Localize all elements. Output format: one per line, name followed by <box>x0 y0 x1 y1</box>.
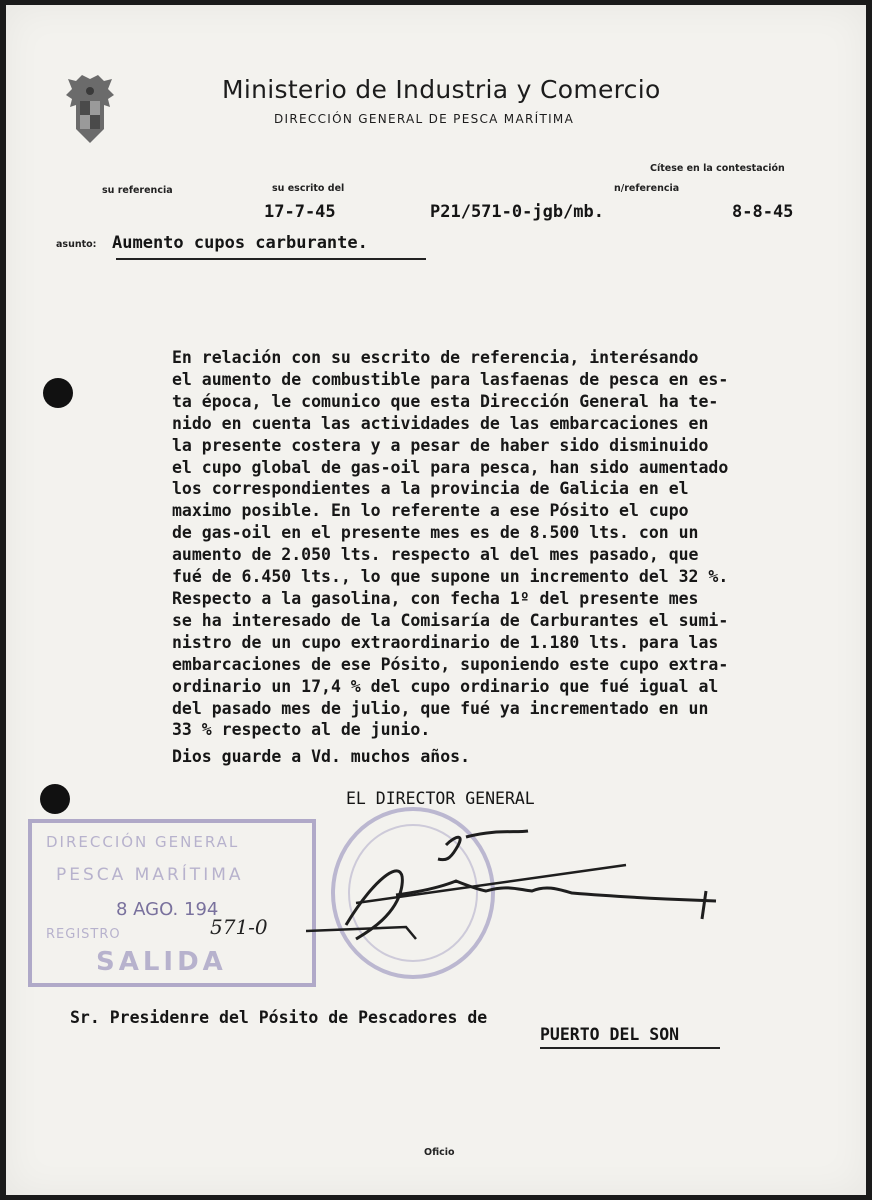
signatory-title: EL DIRECTOR GENERAL <box>346 789 535 808</box>
registry-stamp <box>28 819 316 987</box>
body-line: el cupo global de gas-oil para pesca, han sido aumentado <box>172 457 729 477</box>
punch-hole <box>43 378 73 408</box>
body-line: se ha interesado de la Comisaría de Carburantes el sumi- <box>172 610 729 630</box>
n-referencia-value: P21/571-0-jgb/mb. <box>430 202 604 222</box>
body-line: nido en cuenta las actividades de las embarcaciones en <box>172 413 709 433</box>
ministry-title: Ministerio de Industria y Comercio <box>222 75 661 104</box>
subject-underline <box>116 258 426 260</box>
coat-of-arms-icon <box>64 73 116 147</box>
recipient-line: Sr. Presidenre del Pósito de Pescadores de <box>70 1008 488 1027</box>
body-line: el aumento de combustible para lasfaenas de pesca en es- <box>172 369 729 389</box>
handwritten-reference: 571-0 <box>210 915 268 939</box>
footer-label: Oficio <box>424 1147 455 1158</box>
stamp-registry: REGISTRO <box>46 927 121 942</box>
cite-note: Cítese en la contestación <box>650 163 785 174</box>
body-line: nistro de un cupo extraordinario de 1.180 lts. para las <box>172 632 719 652</box>
body-line: del pasado mes de julio, que fué ya incrementado en un <box>172 698 709 718</box>
letter-sheet <box>6 5 866 1195</box>
body-line: fué de 6.450 lts., lo que supone un incremento del 32 %. <box>172 567 729 587</box>
su-escrito-label: su escrito del <box>272 183 345 194</box>
body-line: ta época, le comunico que esta Dirección General ha te- <box>172 391 719 411</box>
letter-date: 8-8-45 <box>732 202 794 222</box>
body-line: Respecto a la gasolina, con fecha 1º del presente mes <box>172 588 699 608</box>
direction-subtitle: DIRECCIÓN GENERAL DE PESCA MARÍTIMA <box>274 112 575 126</box>
stamp-line1: DIRECCIÓN GENERAL <box>46 833 240 851</box>
su-escrito-value: 17-7-45 <box>264 202 336 222</box>
subject-label: asunto: <box>56 239 97 250</box>
stamp-line2: PESCA MARÍTIMA <box>56 865 244 885</box>
body-line: 33 % respecto al de junio. <box>172 720 431 740</box>
body-line: embarcaciones de ese Pósito, suponiendo este cupo extra- <box>172 654 729 674</box>
letter-body <box>172 347 872 741</box>
body-line: En relación con su escrito de referencia, interésando <box>172 348 699 367</box>
body-line: la presente costera y a pesar de haber sido disminuido <box>172 435 709 455</box>
body-line: aumento de 2.050 lts. respecto al del mes pasado, que <box>172 545 699 565</box>
stamp-date: 8 AGO. 194 <box>116 899 219 920</box>
punch-hole <box>40 784 70 814</box>
su-referencia-label: su referencia <box>102 185 173 196</box>
subject-value: Aumento cupos carburante. <box>112 233 368 253</box>
signature-icon <box>306 815 746 1015</box>
body-line: los correspondientes a la provincia de Galicia en el <box>172 479 689 499</box>
body-line: de gas-oil en el presente mes es de 8.500 lts. con un <box>172 523 699 543</box>
recipient-place: PUERTO DEL SON <box>540 1025 680 1044</box>
closing-line: Dios guarde a Vd. muchos años. <box>172 747 471 766</box>
body-line: maximo posible. En lo referente a ese Pósito el cupo <box>172 501 689 521</box>
recipient-underline <box>540 1047 720 1049</box>
stamp-exit: SALIDA <box>96 947 227 977</box>
n-referencia-label: n/referencia <box>614 183 680 194</box>
body-line: ordinario un 17,4 % del cupo ordinario que fué igual al <box>172 676 719 696</box>
